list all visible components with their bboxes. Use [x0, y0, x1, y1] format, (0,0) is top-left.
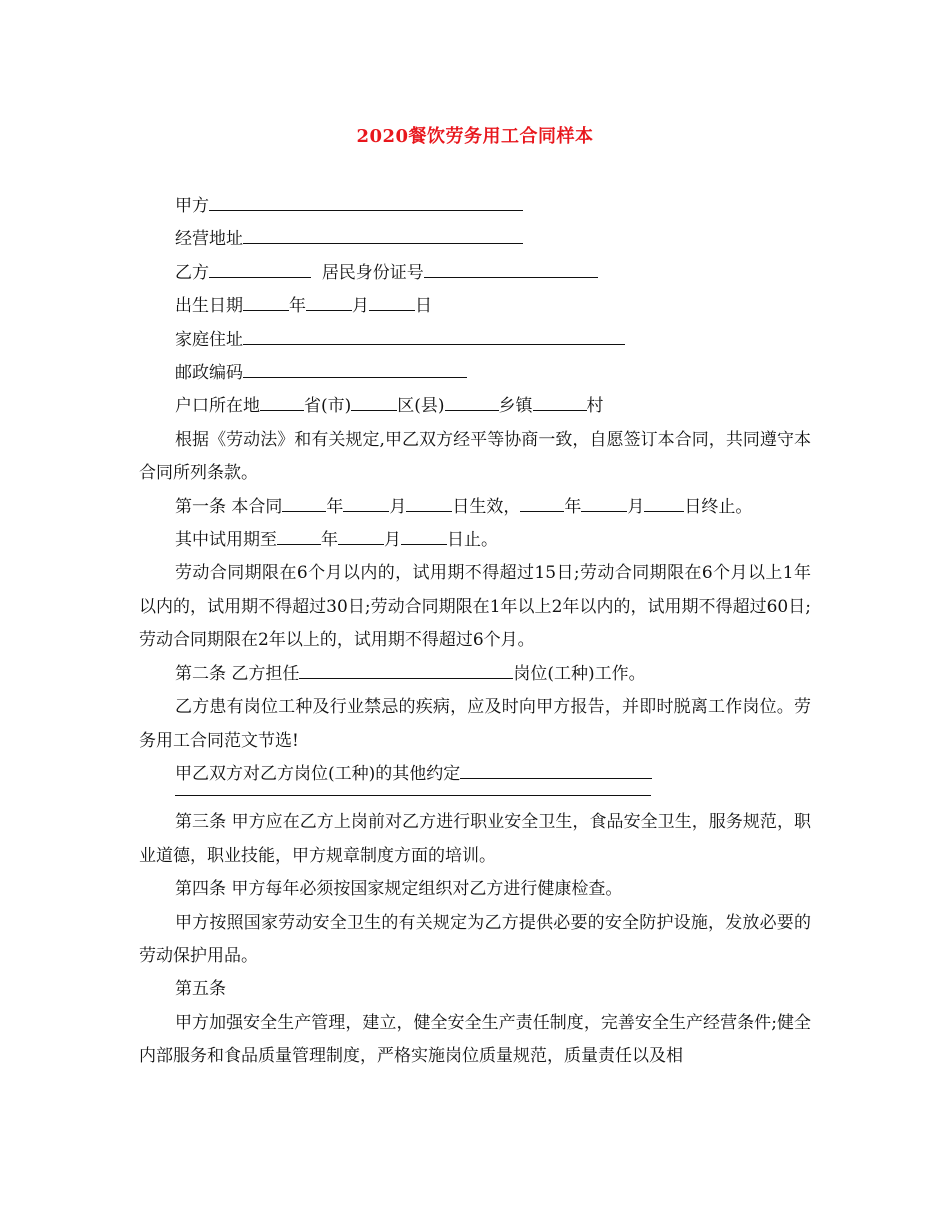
- blank-start-day: [406, 493, 452, 512]
- field-party-b: [139, 257, 811, 290]
- article-4: 第四条 甲方每年必须按国家规定组织对乙方进行健康检查。: [175, 879, 623, 900]
- label-town: 乡镇: [498, 396, 533, 417]
- paragraph-intro: 根据《劳动法》和有关规定,甲乙双方经平等协商一致，自愿签订本合同，共同遵守本合同所列条款。: [139, 429, 811, 484]
- field-home-address: [139, 324, 811, 357]
- label-month: 月: [352, 296, 369, 317]
- paragraph-disease: 乙方患有岗位工种及行业禁忌的疾病，应及时向甲方报告，并即时脱离工作岗位。劳务用工合同范文节选!: [139, 697, 811, 751]
- blank-party-a: [209, 192, 523, 211]
- blank-probation-day: [401, 526, 447, 545]
- label-year: 年: [326, 496, 344, 517]
- blank-end-year: [520, 493, 564, 512]
- document-body: [139, 190, 811, 1074]
- article-2: [139, 658, 811, 691]
- label-year: 年: [289, 296, 306, 317]
- label-year: 年: [321, 530, 338, 551]
- article-1: [139, 491, 811, 524]
- blank-village: [533, 392, 587, 411]
- blank-start-month: [343, 493, 389, 512]
- field-party-a: [139, 190, 811, 223]
- blank-district: [351, 392, 397, 411]
- probation-period: [139, 524, 811, 557]
- field-postal-code: [139, 357, 811, 390]
- article-3: 第三条 甲方应在乙方上岗前对乙方进行职业安全卫生，食品安全卫生，服务规范，职业道德，职业技能，甲方规章制度方面的培训。: [139, 812, 811, 866]
- article-5: 第五条: [175, 979, 226, 1000]
- label-probation-end: 日止。: [447, 530, 498, 551]
- label-business-address: 经营地址: [175, 229, 243, 250]
- label-district: 区(县): [397, 396, 445, 417]
- field-hukou: [139, 390, 811, 423]
- label-party-b: 乙方: [175, 262, 209, 283]
- blank-birth-day: [369, 292, 415, 311]
- label-termination: 日终止。: [684, 496, 753, 517]
- label-month: 月: [627, 496, 645, 517]
- blank-postal-code: [243, 359, 467, 378]
- label-postal-code: 邮政编码: [175, 363, 243, 384]
- label-birth-date: 出生日期: [175, 296, 243, 317]
- label-id-number: 居民身份证号: [321, 262, 424, 283]
- blank-birth-month: [306, 292, 352, 311]
- blank-party-b: [209, 259, 311, 278]
- article-2-other: [139, 758, 811, 791]
- blank-start-year: [282, 493, 326, 512]
- field-business-address: [139, 223, 811, 256]
- blank-end-month: [581, 493, 627, 512]
- article-2-other-label: 甲乙双方对乙方岗位(工种)的其他约定: [175, 763, 461, 784]
- field-birth-date: [139, 290, 811, 323]
- label-month: 月: [389, 496, 407, 517]
- paragraph-safety: 甲方按照国家劳动安全卫生的有关规定为乙方提供必要的安全防护设施，发放必要的劳动保护用品。: [139, 912, 811, 966]
- blank-province: [260, 392, 304, 411]
- blank-town: [445, 392, 499, 411]
- label-day: 日: [415, 296, 432, 317]
- label-home-address: 家庭住址: [175, 329, 243, 350]
- paragraph-probation-rules: 劳动合同期限在6个月以内的，试用期不得超过15日;劳动合同期限在6个月以上1年以内的，试用期不得超过30日;劳动合同期限在1年以上2年以内的，试用期不得超过60日;劳动合同期限在2年以上的，试用期不得超过6个月。: [139, 563, 811, 651]
- blank-probation-year: [277, 526, 321, 545]
- blank-id-number: [424, 259, 598, 278]
- label-hukou: 户口所在地: [175, 396, 260, 417]
- label-party-a: 甲方: [175, 196, 209, 216]
- label-effective: 日生效，: [452, 496, 521, 517]
- blank-position: [299, 660, 513, 679]
- blank-other-terms-line: [175, 795, 651, 796]
- blank-probation-month: [338, 526, 384, 545]
- probation-label: 其中试用期至: [175, 530, 277, 551]
- label-year: 年: [564, 496, 582, 517]
- blank-other-terms: [460, 760, 652, 779]
- blank-home-address: [243, 326, 625, 345]
- article-2-label: 第二条 乙方担任: [175, 663, 300, 684]
- blank-birth-year: [243, 292, 289, 311]
- blank-end-day: [644, 493, 684, 512]
- label-province: 省(市): [304, 396, 352, 417]
- article-1-label: 第一条 本合同: [175, 496, 283, 517]
- article-2-suffix: 岗位(工种)工作。: [513, 663, 646, 684]
- blank-business-address: [243, 225, 523, 244]
- label-village: 村: [586, 396, 604, 417]
- label-month: 月: [384, 530, 401, 551]
- paragraph-management: 甲方加强安全生产管理，建立，健全安全生产责任制度，完善安全生产经营条件;健全内部服务和食品质量管理制度，严格实施岗位质量规范，质量责任以及相: [139, 1012, 811, 1067]
- document-title: 2020餐饮劳务用工合同样本: [356, 126, 594, 147]
